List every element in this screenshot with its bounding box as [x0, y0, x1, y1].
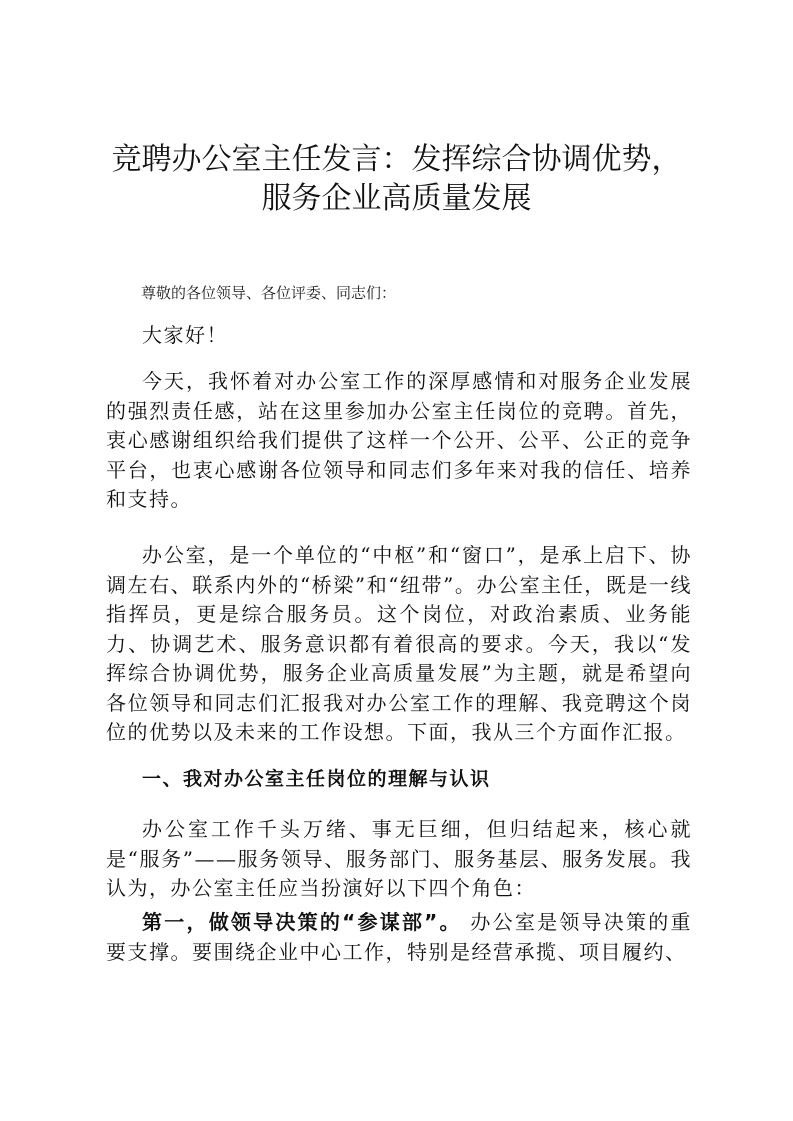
paragraph-role-one [106, 908, 692, 967]
document-title: 竞聘办公室主任发言：发挥综合协调优势，服务企业高质量发展 [111, 142, 682, 216]
greeting: 大家好！ [142, 323, 228, 347]
salutation: 尊敬的各位领导、各位评委、同志们： [141, 284, 397, 302]
paragraph-role-one-lead: 第一，做领导决策的“参谋部”。 [142, 910, 462, 934]
paragraph-role-one-body: 办公室是领导决策的重要支撑。要围绕企业中心工作，特别是经营承揽、项目履约、 [106, 910, 692, 964]
paragraph-opening: 今天，我怀着对办公室工作的深厚感情和对服务企业发展的强烈责任感，站在这里参加办公室主任岗位的竞聘。首先，衷心感谢组织给我们提供了这样一个公开、公平、公正的竞争平台，也衷心感谢各位领导和同志们多年来对我的信任、培养和支持。 [106, 369, 692, 511]
paragraph-office-role: 办公室，是一个单位的“中枢”和“窗口”，是承上启下、协调左右、联系内外的“桥梁”和“纽带”。办公室主任，既是一线指挥员，更是综合服务员。这个岗位，对政治素质、业务能力、协调艺术、服务意识都有着很高的要求。今天，我以“发挥综合协调优势，服务企业高质量发展”为主题，就是希望向各位领导和同志们汇报我对办公室工作的理解、我竞聘这个岗位的优势以及未来的工作设想。下面，我从三个方面作汇报。 [106, 543, 692, 744]
paragraph-service-core: 办公室工作千头万绪、事无巨细，但归结起来，核心就是“服务”——服务领导、服务部门、服务基层、服务发展。我认为，办公室主任应当扮演好以下四个角色： [106, 817, 692, 900]
section-heading-1: 一、我对办公室主任岗位的理解与认识 [142, 768, 491, 790]
